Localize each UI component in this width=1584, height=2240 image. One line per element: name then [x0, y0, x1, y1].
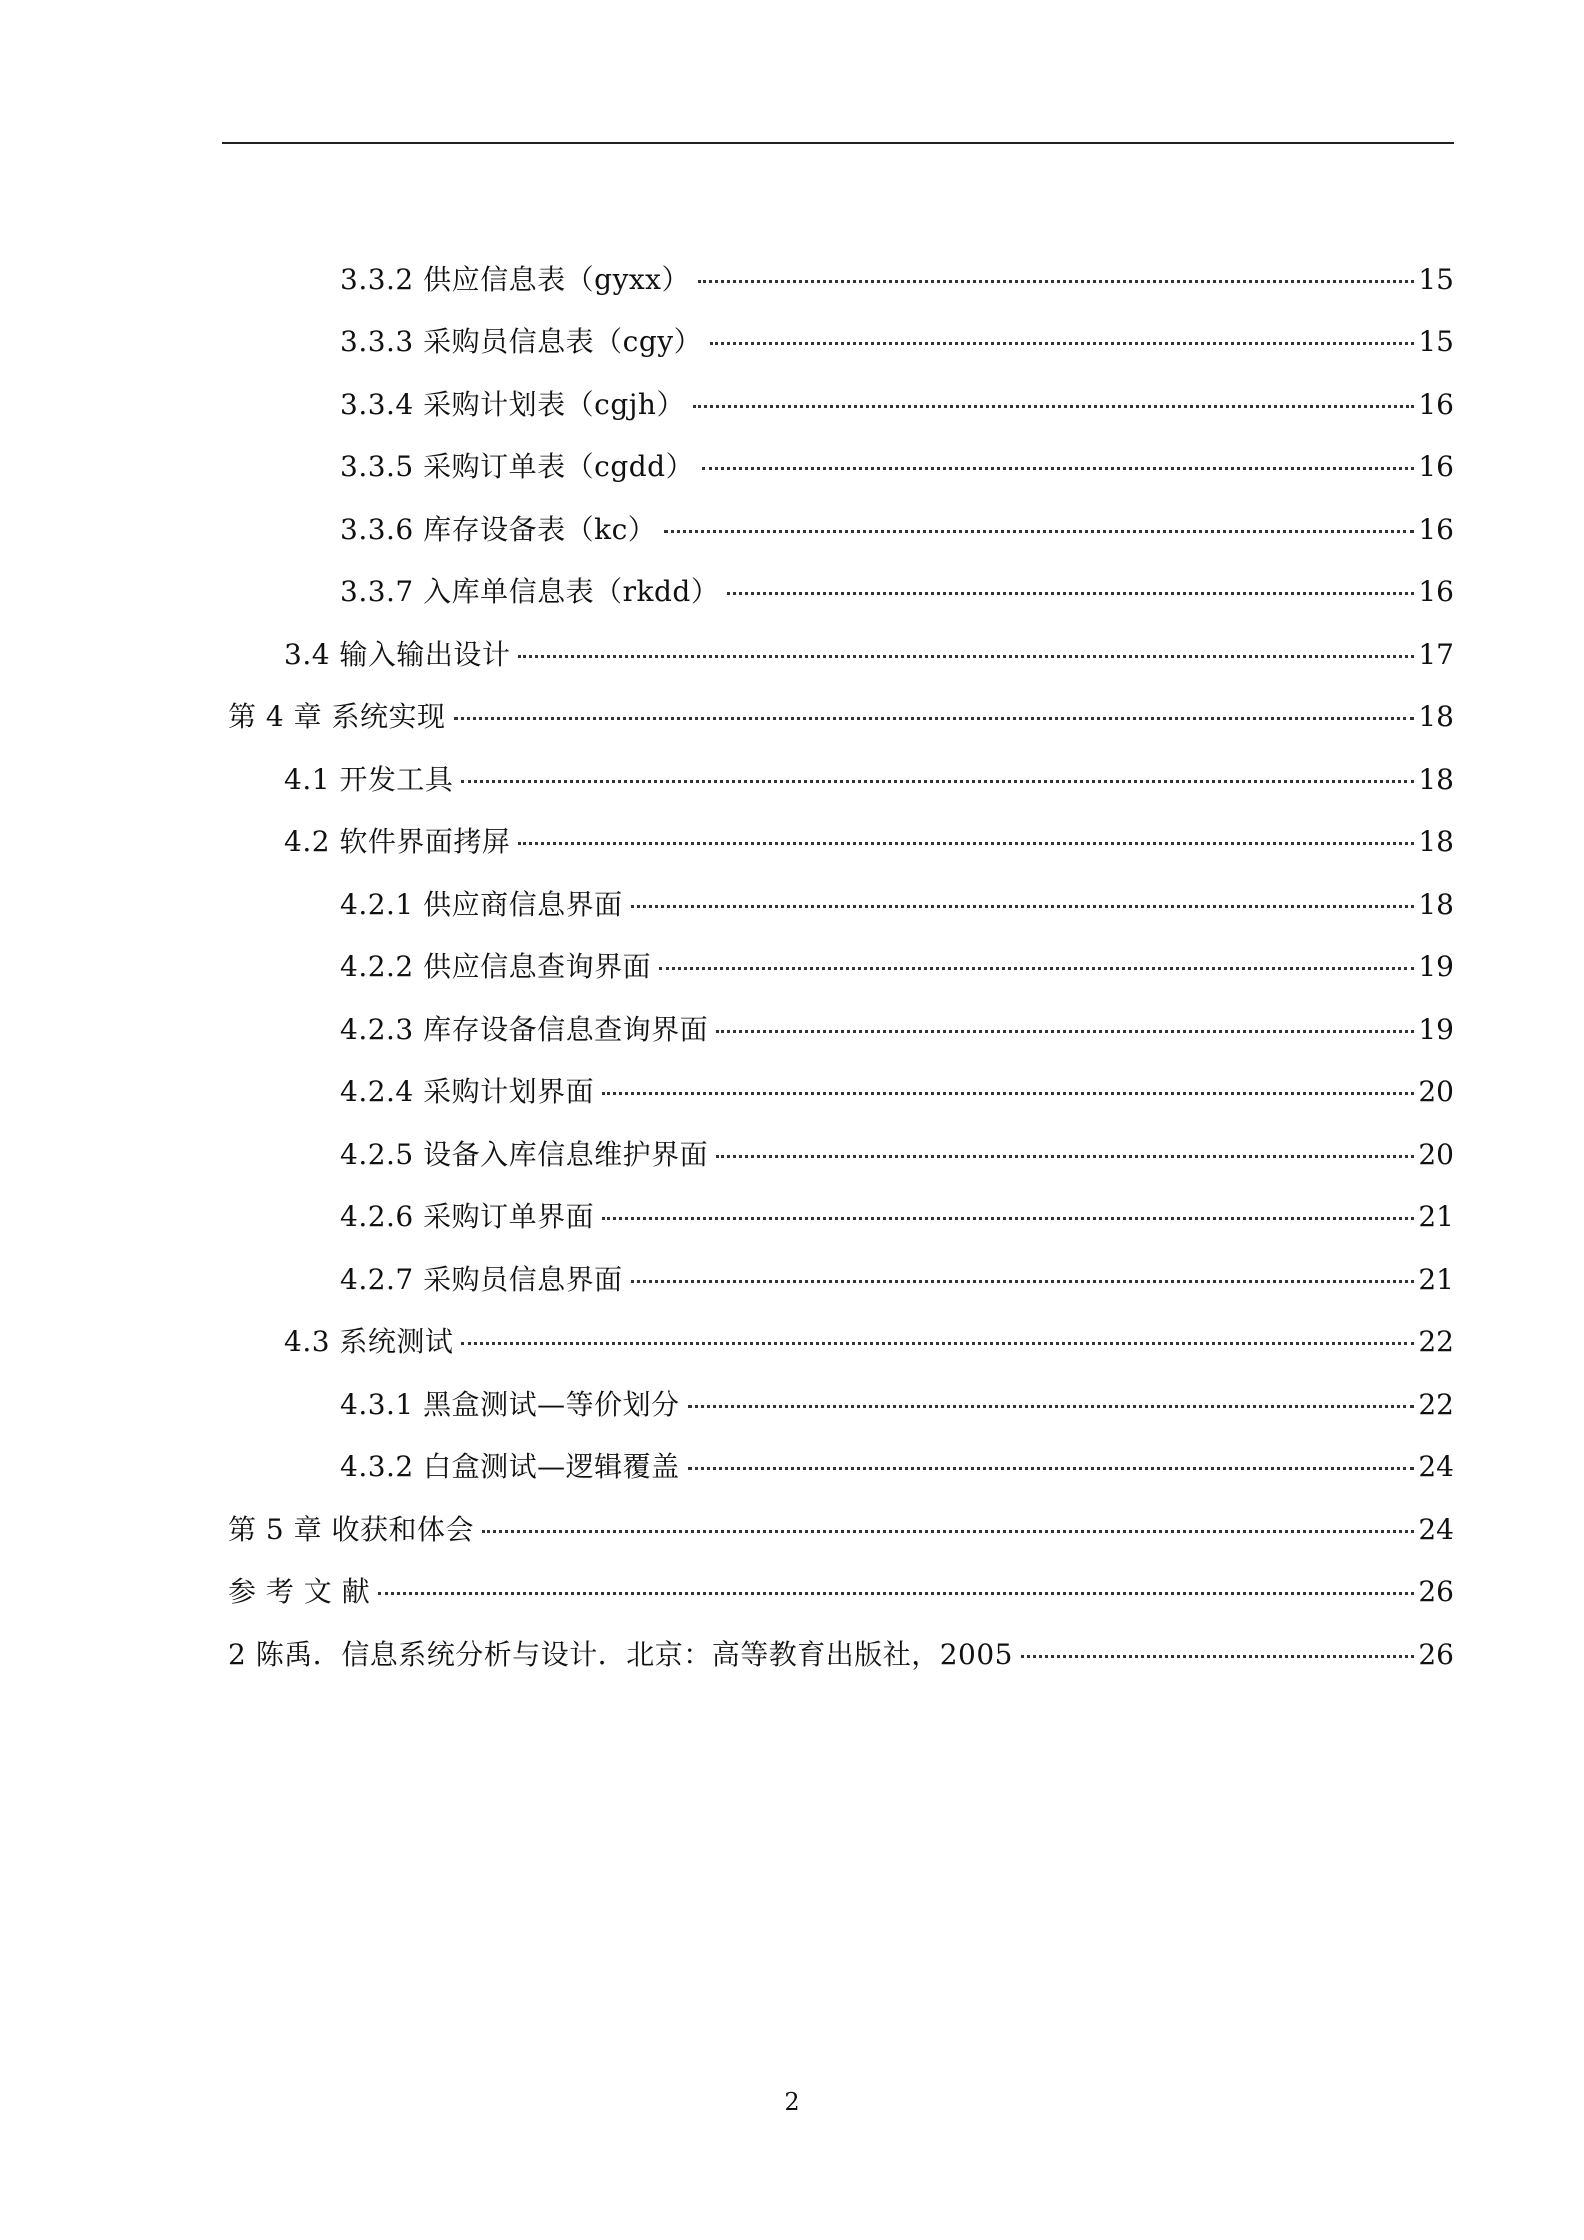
dot-leader: [482, 1530, 1414, 1533]
toc-entry-page: 16: [1418, 450, 1454, 483]
toc-entry[interactable]: [340, 1197, 1454, 1237]
dot-leader: [454, 717, 1415, 720]
toc-entry-label: 4.1 开发工具: [284, 763, 454, 796]
toc-entry-label: 3.3.6 库存设备表（kc）: [340, 513, 657, 546]
dot-leader: [602, 1217, 1414, 1220]
toc-entry[interactable]: [340, 1010, 1454, 1050]
toc-entry[interactable]: [228, 1635, 1454, 1675]
toc-entry-label: 4.2.2 供应信息查询界面: [340, 950, 652, 983]
toc-entry-label: 4.2 软件界面拷屏: [284, 825, 511, 858]
toc-entry-page: 26: [1418, 1575, 1454, 1608]
toc-entry[interactable]: [228, 1572, 1454, 1612]
dot-leader: [688, 1467, 1415, 1470]
page-number: 2: [784, 2088, 800, 2116]
dot-leader: [659, 967, 1414, 970]
toc-entry-label: 第 5 章 收获和体会: [228, 1513, 475, 1546]
toc-entry-label: 第 4 章 系统实现: [228, 700, 446, 733]
toc-entry-page: 20: [1418, 1075, 1454, 1108]
toc-entry-page: 18: [1418, 825, 1454, 858]
toc-entry-label: 3.3.2 供应信息表（gyxx）: [340, 263, 690, 296]
dot-leader: [664, 530, 1414, 533]
toc-entry-label: 参 考 文 献: [228, 1575, 371, 1608]
toc-entry[interactable]: [340, 885, 1454, 925]
toc-entry-page: 21: [1418, 1200, 1454, 1233]
dot-leader: [602, 1092, 1414, 1095]
dot-leader: [702, 467, 1414, 470]
dot-leader: [631, 1280, 1415, 1283]
toc-entry-label: 3.3.5 采购订单表（cgdd）: [340, 450, 695, 483]
toc-entry-label: 3.3.4 采购计划表（cgjh）: [340, 388, 685, 421]
dot-leader: [693, 405, 1414, 408]
toc-entry-page: 22: [1418, 1388, 1454, 1421]
toc-entry-page: 19: [1418, 950, 1454, 983]
toc-entry-page: 16: [1418, 388, 1454, 421]
toc-entry[interactable]: [284, 1322, 1454, 1362]
toc-entry-page: 21: [1418, 1263, 1454, 1296]
toc-entry-page: 26: [1418, 1638, 1454, 1671]
toc-entry[interactable]: [340, 1072, 1454, 1112]
toc-entry-label: 3.4 输入输出设计: [284, 638, 511, 671]
toc-entry-page: 18: [1418, 763, 1454, 796]
dot-leader: [461, 1342, 1414, 1345]
dot-leader: [1021, 1655, 1414, 1658]
toc-entry-label: 4.2.4 采购计划界面: [340, 1075, 595, 1108]
toc-entry-label: 3.3.7 入库单信息表（rkdd）: [340, 575, 720, 608]
toc-entry[interactable]: [340, 572, 1454, 612]
dot-leader: [518, 842, 1414, 845]
dot-leader: [716, 1155, 1414, 1158]
toc-entry-page: 17: [1418, 638, 1454, 671]
dot-leader: [716, 1030, 1414, 1033]
dot-leader: [688, 1405, 1415, 1408]
toc-entry[interactable]: [340, 1260, 1454, 1300]
toc-entry[interactable]: [340, 260, 1454, 300]
toc-entry[interactable]: [340, 947, 1454, 987]
toc-entry-label: 4.2.7 采购员信息界面: [340, 1263, 623, 1296]
toc-entry-page: 16: [1418, 575, 1454, 608]
toc-entry-page: 16: [1418, 513, 1454, 546]
toc-entry[interactable]: [284, 760, 1454, 800]
toc-entry-page: 22: [1418, 1325, 1454, 1358]
toc-entry-page: 15: [1418, 325, 1454, 358]
toc-entry[interactable]: [340, 510, 1454, 550]
toc-entry-page: 24: [1418, 1513, 1454, 1546]
dot-leader: [710, 342, 1414, 345]
toc-entry-label: 2 陈禹．信息系统分析与设计．北京：高等教育出版社，2005: [228, 1638, 1013, 1671]
toc-entry-label: 4.2.1 供应商信息界面: [340, 888, 623, 921]
toc-entry-page: 15: [1418, 263, 1454, 296]
toc-entry[interactable]: [340, 385, 1454, 425]
toc-entry[interactable]: [340, 322, 1454, 362]
toc-entry[interactable]: [284, 822, 1454, 862]
dot-leader: [631, 905, 1415, 908]
toc-entry-label: 3.3.3 采购员信息表（cgy）: [340, 325, 703, 358]
toc-entry-label: 4.3.2 白盒测试—逻辑覆盖: [340, 1450, 680, 1483]
dot-leader: [518, 655, 1414, 658]
toc-entry[interactable]: [228, 1510, 1454, 1550]
toc-entry[interactable]: [340, 447, 1454, 487]
toc-entry-label: 4.2.6 采购订单界面: [340, 1200, 595, 1233]
toc-entry[interactable]: [340, 1135, 1454, 1175]
dot-leader: [461, 780, 1414, 783]
dot-leader: [727, 592, 1414, 595]
toc-entry-page: 19: [1418, 1013, 1454, 1046]
toc-entry-label: 4.3.1 黑盒测试—等价划分: [340, 1388, 680, 1421]
toc-entry-page: 18: [1418, 700, 1454, 733]
toc-entry-label: 4.3 系统测试: [284, 1325, 454, 1358]
toc-entry[interactable]: [340, 1447, 1454, 1487]
toc-entry-page: 20: [1418, 1138, 1454, 1171]
toc-entry-label: 4.2.5 设备入库信息维护界面: [340, 1138, 709, 1171]
dot-leader: [378, 1592, 1414, 1595]
toc-entry[interactable]: [284, 635, 1454, 675]
toc-entry[interactable]: [228, 697, 1454, 737]
toc-entry[interactable]: [340, 1385, 1454, 1425]
toc-entry-label: 4.2.3 库存设备信息查询界面: [340, 1013, 709, 1046]
toc-entry-page: 18: [1418, 888, 1454, 921]
toc-entry-page: 24: [1418, 1450, 1454, 1483]
dot-leader: [698, 280, 1414, 283]
